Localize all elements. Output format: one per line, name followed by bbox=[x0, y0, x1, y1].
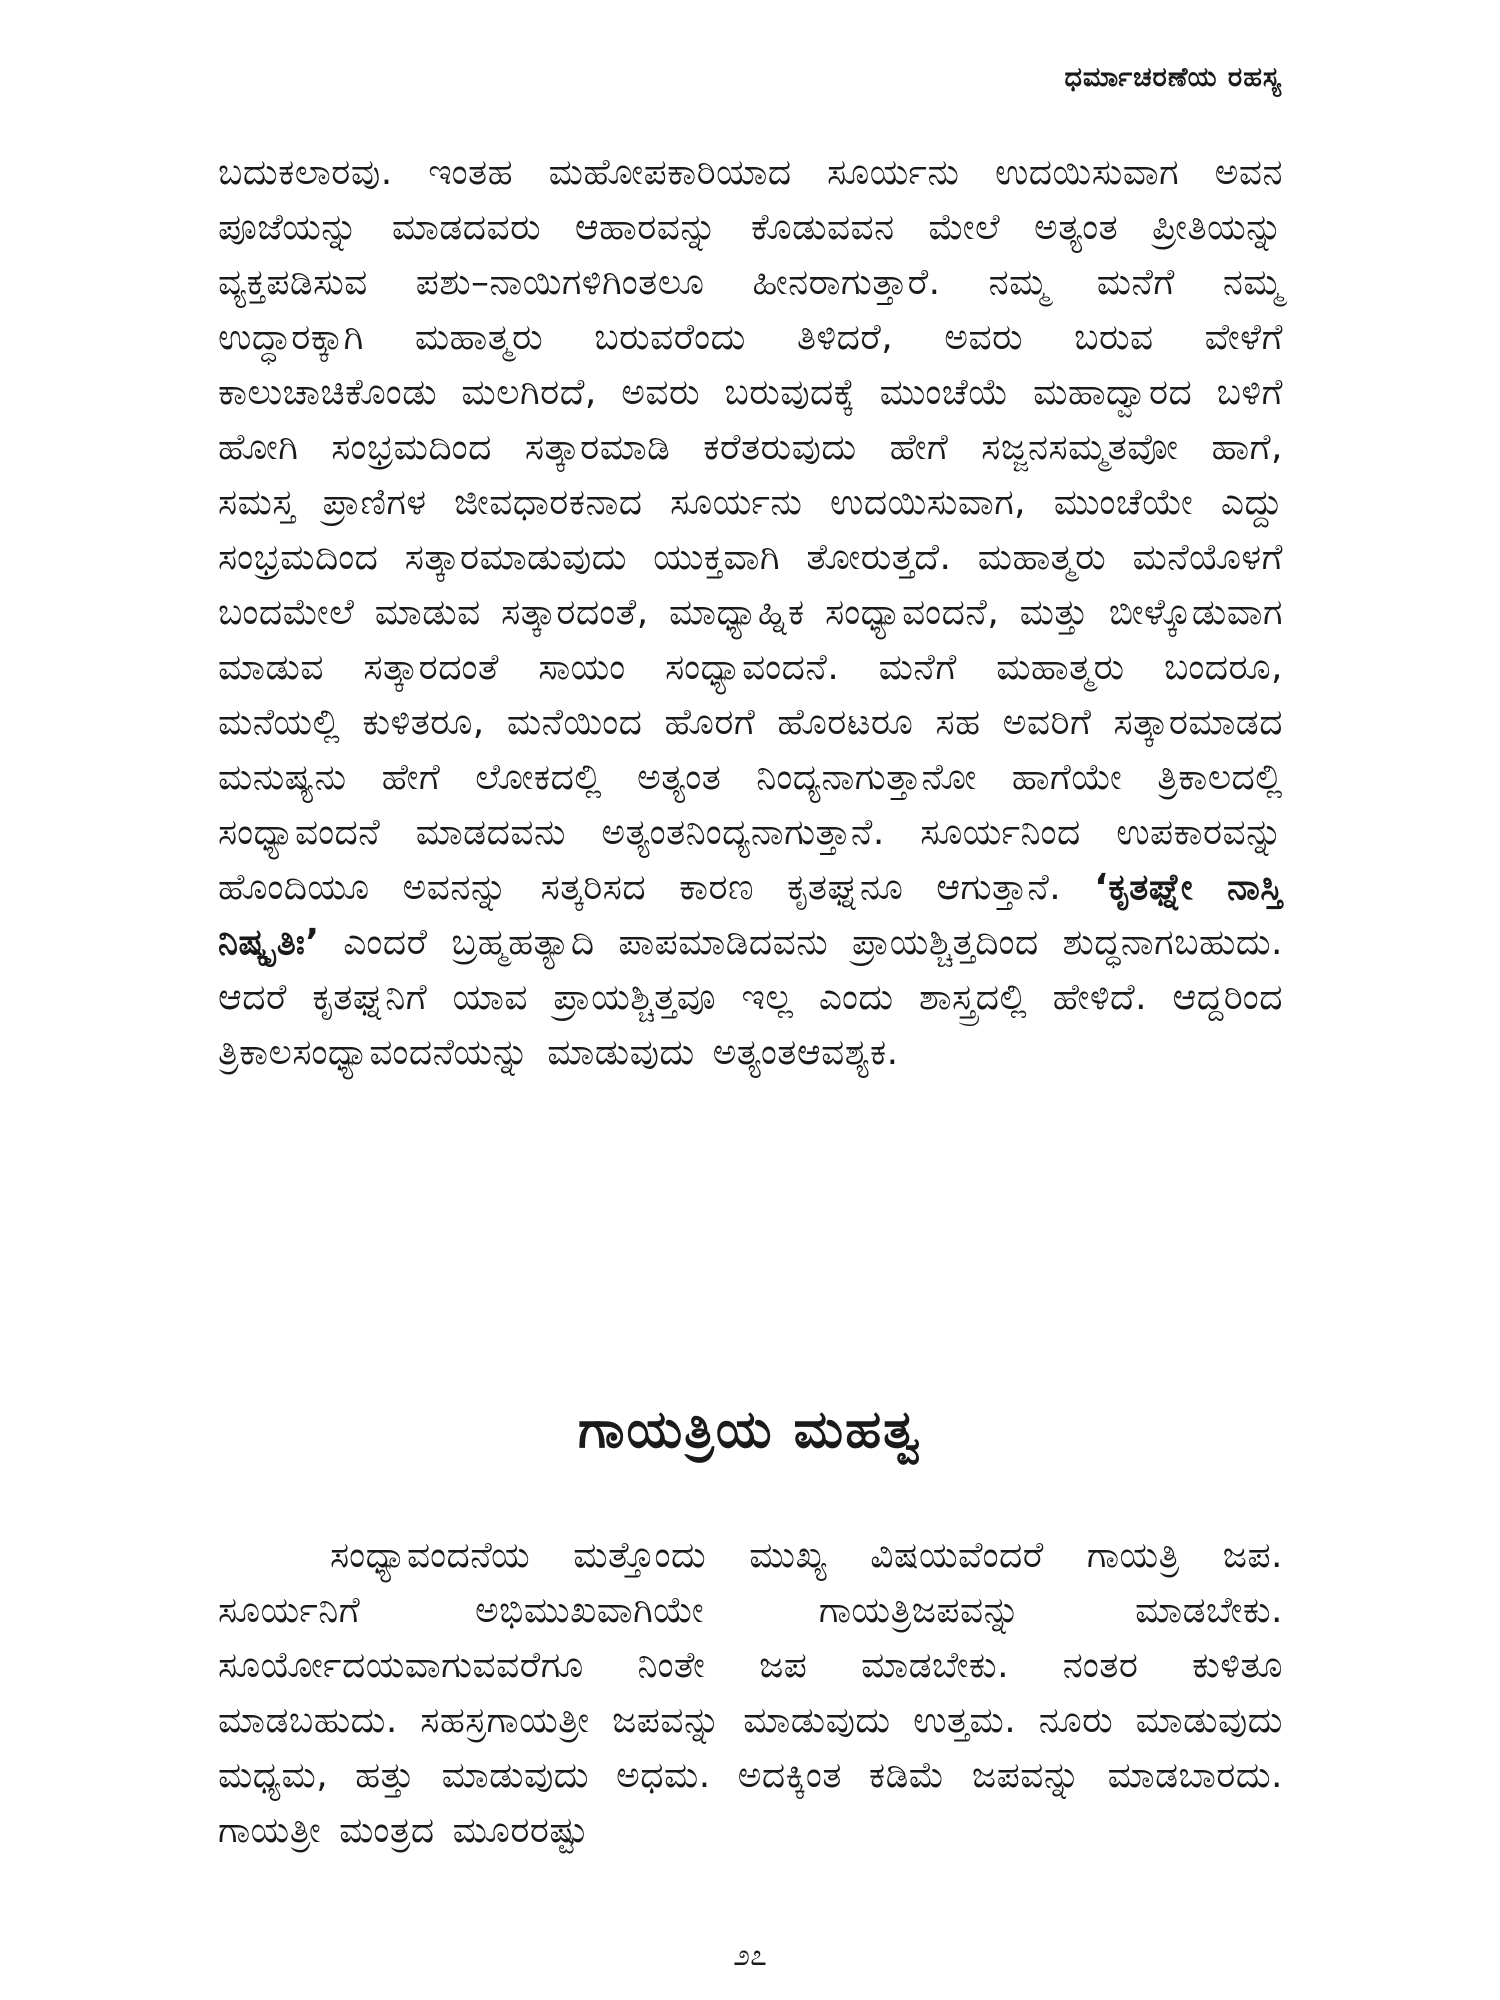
paragraph-text: ಬದುಕಲಾರವು. ಇಂತಹ ಮಹೋಪಕಾರಿಯಾದ ಸೂರ್ಯನು ಉದಯಿಸುವಾಗ ಅವನ ಪೂಜೆಯನ್ನು ಮಾಡದವರು ಆಹಾರವನ್ನು ಕೊಡುವವನ ಮೇಲೆ ಅತ್ಯಂತ ಪ್ರೀತಿಯನ್ನು ವ್ಯಕ್ತಪಡಿಸುವ ಪಶು–ನಾಯಿಗಳಿಗಿಂತಲೂ ಹೀನರಾಗುತ್ತಾರೆ. ನಮ್ಮ ಮನೆಗೆ ನಮ್ಮ ಉದ್ಧಾರಕ್ಕಾಗಿ ಮಹಾತ್ಮರು ಬರುವರೆಂದು ತಿಳಿದರೆ, ಅವರು ಬರುವ ವೇಳೆಗೆ ಕಾಲುಚಾಚಿಕೊಂಡು ಮಲಗಿರದೆ, ಅವರು ಬರುವುದಕ್ಕೆ ಮುಂಚೆಯೆ ಮಹಾದ್ವಾರದ ಬಳಿಗೆ ಹೋಗಿ ಸಂಭ್ರಮದಿಂದ ಸತ್ಕಾರಮಾಡಿ ಕರೆತರುವುದು ಹೇಗೆ ಸಜ್ಜನಸಮ್ಮತವೋ ಹಾಗೆ, ಸಮಸ್ತ ಪ್ರಾಣಿಗಳ ಜೀವಧಾರಕನಾದ ಸೂರ್ಯನು ಉದಯಿಸುವಾಗ, ಮುಂಚೆಯೇ ಎದ್ದು ಸಂಭ್ರಮದಿಂದ ಸತ್ಕಾರಮಾಡುವುದು ಯುಕ್ತವಾಗಿ ತೋರುತ್ತದೆ. ಮಹಾತ್ಮರು ಮನೆಯೊಳಗೆ ಬಂದಮೇಲೆ ಮಾಡುವ ಸತ್ಕಾರದಂತೆ, ಮಾಧ್ಯಾಹ್ನಿಕ ಸಂಧ್ಯಾವಂದನೆ, ಮತ್ತು ಬೀಳ್ಕೊಡುವಾಗ ಮಾಡುವ ಸತ್ಕಾರದಂತೆ ಸಾಯಂ ಸಂಧ್ಯಾವಂದನೆ. ಮನೆಗೆ ಮಹಾತ್ಮರು ಬಂದರೂ, ಮನೆಯಲ್ಲಿ ಕುಳಿತರೂ, ಮನೆಯಿಂದ ಹೊರಗೆ ಹೊರಟರೂ ಸಹ ಅವರಿಗೆ ಸತ್ಕಾರಮಾಡದ ಮನುಷ್ಯನು ಹೇಗೆ ಲೋಕದಲ್ಲಿ ಅತ್ಯಂತ ನಿಂದ್ಯನಾಗುತ್ತಾನೋ ಹಾಗೆಯೇ ತ್ರಿಕಾಲದಲ್ಲಿ ಸಂಧ್ಯಾವಂದನೆ ಮಾಡದವನು ಅತ್ಯಂತನಿಂದ್ಯನಾಗುತ್ತಾನೆ. ಸೂರ್ಯನಿಂದ ಉಪಕಾರವನ್ನು ಹೊಂದಿಯೂ ಅವನನ್ನು ಸತ್ಕರಿಸದ ಕಾರಣ ಕೃತಘ್ನನೂ ಆಗುತ್ತಾನೆ. bbox=[218, 152, 1283, 908]
body-paragraph bbox=[218, 145, 1283, 1080]
paragraph-text-continued: ಎಂದರೆ ಬ್ರಹ್ಮಹತ್ಯಾದಿ ಪಾಪಮಾಡಿದವನು ಪ್ರಾಯಶ್ಚಿತ್ತದಿಂದ ಶುದ್ಧನಾಗಬಹುದು. ಆದರೆ ಕೃತಘ್ನನಿಗೆ ಯಾವ ಪ್ರಾಯಶ್ಚಿತ್ತವೂ ಇಲ್ಲ ಎಂದು ಶಾಸ್ತ್ರದಲ್ಲಿ ಹೇಳಿದೆ. ಆದ್ದರಿಂದ ತ್ರಿಕಾಲಸಂಧ್ಯಾವಂದನೆಯನ್ನು ಮಾಡುವುದು ಅತ್ಯಂತಆವಶ್ಯಕ. bbox=[218, 922, 1283, 1073]
section-heading: ಗಾಯತ್ರಿಯ ಮಹತ್ವ bbox=[577, 1400, 923, 1460]
section-paragraph: ಸಂಧ್ಯಾವಂದನೆಯ ಮತ್ತೊಂದು ಮುಖ್ಯ ವಿಷಯವೆಂದರೆ ಗಾಯತ್ರಿ ಜಪ. ಸೂರ್ಯನಿಗೆ ಅಭಿಮುಖವಾಗಿಯೇ ಗಾಯತ್ರಿಜಪವನ್ನು ಮಾಡಬೇಕು. ಸೂರ್ಯೋದಯವಾಗುವವರೆಗೂ ನಿಂತೇ ಜಪ ಮಾಡಬೇಕು. ನಂತರ ಕುಳಿತೂ ಮಾಡಬಹುದು. ಸಹಸ್ರಗಾಯತ್ರೀ ಜಪವನ್ನು ಮಾಡುವುದು ಉತ್ತಮ. ನೂರು ಮಾಡುವುದು ಮಧ್ಯಮ, ಹತ್ತು ಮಾಡುವುದು ಅಧಮ. ಅದಕ್ಕಿಂತ ಕಡಿಮೆ ಜಪವನ್ನು ಮಾಡಬಾರದು. ಗಾಯತ್ರೀ ಮಂತ್ರದ ಮೂರರಷ್ಟು bbox=[218, 1535, 1283, 1851]
page-number: ೨೭ bbox=[733, 1938, 767, 1973]
sanskrit-quote: ‘ಕೃತಘ್ನೇ ನಾಸ್ತಿ ನಿಷ್ಕೃತಿಃ’ bbox=[218, 867, 1283, 963]
running-header: ಧರ್ಮಾಚರಣೆಯ ರಹಸ್ಯ bbox=[1064, 62, 1282, 93]
